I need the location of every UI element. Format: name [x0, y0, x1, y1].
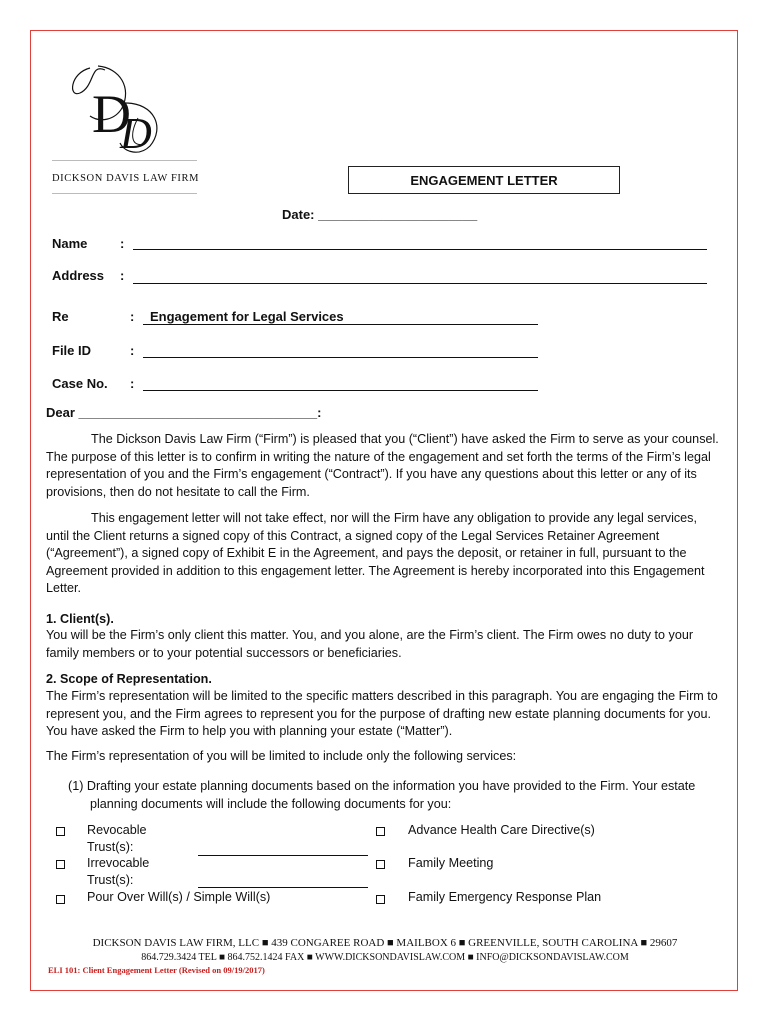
service-health-care-directive: Advance Health Care Directive(s) [408, 823, 595, 837]
checkbox-health-care-directive[interactable] [376, 827, 385, 836]
fileid-field[interactable] [143, 357, 538, 358]
logo-rule-top [52, 160, 197, 161]
re-value[interactable]: Engagement for Legal Services [150, 309, 344, 324]
footer-address: DICKSON DAVIS LAW FIRM, LLC ■ 439 CONGAREE ROAD ■ MAILBOX 6 ■ GREENVILLE, SOUTH CAROLINA ■ 29607 [92, 937, 678, 949]
caseno-field[interactable] [143, 390, 538, 391]
logo-letter-d2: D [120, 109, 152, 158]
caseno-label: Case No. [52, 376, 108, 391]
section-scope-heading: 2. Scope of Representation. [46, 672, 212, 686]
checkbox-family-meeting[interactable] [376, 860, 385, 869]
checkbox-pour-over-will[interactable] [56, 895, 65, 904]
service-revocable-trust: Revocable Trust(s): [87, 823, 147, 854]
revocable-trust-field[interactable] [198, 855, 368, 856]
paragraph-intro: The Dickson Davis Law Firm (“Firm”) is pleased that you (“Client”) have asked the Firm to serve as your counsel. The purpose of this letter is to confirm in writing the nature of the engagement and set forth the terms of the Firm’s legal representation of you and the Firm’s engagement (“Contract”). If you have any questions about this letter or any of its provisions, then do not hesitate to call the Firm. [46, 432, 719, 499]
date-label: Date: [282, 207, 315, 222]
caseno-colon: : [130, 376, 135, 391]
name-colon: : [120, 236, 125, 251]
paragraph-effect: This engagement letter will not take effect, nor will the Firm have any obligation to provide any legal services, until the Client returns a signed copy of this Contract, a signed copy of the Legal Services Retainer Agreement (“Agreement”), a signed copy of Exhibit E in the Agreement, and pays the deposit, or retainer in full, pursuant to the Agreement provided in addition to this engagement letter. The Agreement is hereby incorporated into this Engagement Letter. [46, 511, 705, 595]
service-pour-over-will: Pour Over Will(s) / Simple Will(s) [87, 890, 271, 904]
re-label: Re [52, 309, 69, 324]
revision-note: ELI 101: Client Engagement Letter (Revised on 09/19/2017) [48, 965, 265, 975]
service-emergency-response-plan: Family Emergency Response Plan [408, 890, 602, 904]
date-blank[interactable]: ______________________ [318, 207, 478, 222]
section-clients-heading: 1. Client(s). [46, 612, 114, 626]
scope-limit-text: The Firm’s representation of you will be limited to include only the following services: [46, 749, 517, 763]
footer-contact: 864.729.3424 TEL ■ 864.752.1424 FAX ■ WWW.DICKSONDAVISLAW.COM ■ INFO@DICKSONDAVISLAW.COM [141, 952, 629, 963]
logo-rule-bottom [52, 193, 197, 194]
document-title: ENGAGEMENT LETTER [348, 166, 620, 194]
salutation: Dear _________________________________: [46, 405, 322, 420]
service-item-1: (1) Drafting your estate planning documents based on the information you have provided to the Firm. Your estate planning documents will include the following documents for you: [68, 779, 696, 811]
firm-name: DICKSON DAVIS LAW FIRM [52, 173, 200, 184]
firm-logo-monogram [60, 58, 180, 158]
checkbox-emergency-response-plan[interactable] [376, 895, 385, 904]
address-label: Address [52, 268, 105, 283]
section-clients-body: You will be the Firm’s only client this matter. You, and you alone, are the Firm’s client. The Firm owes no duty to your family members or to your potential successors or beneficiaries. [46, 628, 694, 660]
date-row [282, 207, 477, 222]
name-label: Name [52, 236, 88, 251]
address-field[interactable] [133, 283, 707, 284]
service-irrevocable-trust: Irrevocable Trust(s): [87, 856, 150, 887]
service-family-meeting: Family Meeting [408, 856, 494, 870]
re-field-line [143, 324, 538, 325]
re-colon: : [130, 309, 135, 324]
fileid-label: File ID [52, 343, 92, 358]
logo-letter-d1: D [92, 84, 131, 144]
irrevocable-trust-field[interactable] [198, 887, 368, 888]
name-field[interactable] [133, 249, 707, 250]
section-scope-body: The Firm’s representation will be limited to the specific matters described in this paragraph. You are engaging the Firm to represent you, and the Firm agrees to represent you for the purpose of drafting new estate planning documents for you. You have asked the Firm to help you with planning your estate (“Matter”). [46, 689, 718, 738]
fileid-colon: : [130, 343, 135, 358]
checkbox-revocable-trust[interactable] [56, 827, 65, 836]
checkbox-irrevocable-trust[interactable] [56, 860, 65, 869]
address-colon: : [120, 268, 125, 283]
